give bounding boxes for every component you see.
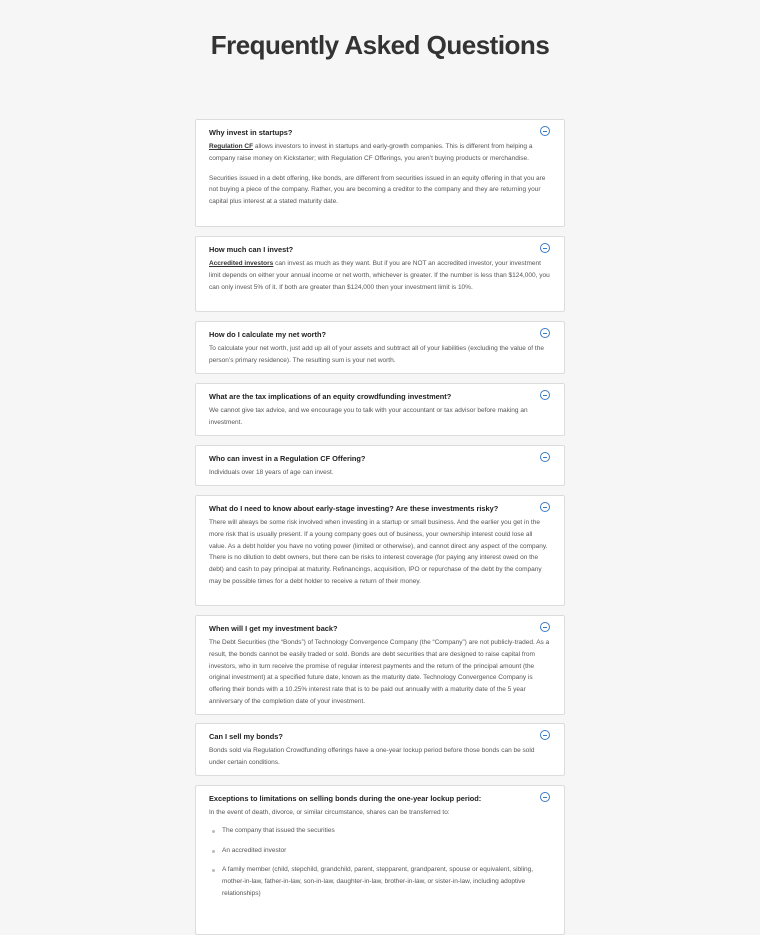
accredited-investors-link[interactable]: Accredited investors <box>209 260 274 267</box>
minus-circle-icon[interactable] <box>540 622 550 632</box>
faq-question[interactable]: What are the tax implications of an equity crowdfunding investment? <box>209 392 452 401</box>
faq-question[interactable]: Who can invest in a Regulation CF Offering? <box>209 454 366 463</box>
faq-question[interactable]: Can I sell my bonds? <box>209 732 283 741</box>
faq-item-why-invest <box>195 119 565 227</box>
regulation-cf-link[interactable]: Regulation CF <box>209 143 254 150</box>
transfer-recipients-list <box>209 825 550 900</box>
faq-question[interactable]: When will I get my investment back? <box>209 624 338 633</box>
faq-question[interactable]: How do I calculate my net worth? <box>209 330 327 339</box>
minus-circle-icon[interactable] <box>540 792 550 802</box>
minus-circle-icon[interactable] <box>540 126 550 136</box>
faq-answer: Regulation CF allows investors to invest in startups and early-growth companies. This is different from helping a company raise money on Kickstarter; with Regulation CF Offerings, you aren’t buying products or merchandise. Securities issued in a debt offering, like bonds, are different from securities issued in an equity offering in that you are not buying a piece of the company. Rather, you are becoming a creditor to the company and they are returning your capital plus interest at a stated maturity date. <box>209 141 550 208</box>
faq-item-exceptions <box>195 785 565 935</box>
faq-item-tax <box>195 383 565 436</box>
faq-answer: In the event of death, divorce, or similar circumstance, shares can be transferred to: The company that issued the securities An accredited investor A family member (child, stepchild, grandchild, parent, stepparent, grandparent, spouse or equivalent, sibling, mother-in-law, father-in-law, son-in-law, daughter-in-law, brother-in-law, or sister-in-law, including adoptive relationships) <box>209 807 550 900</box>
faq-answer: Accredited investors can invest as much as they want. But if you are NOT an accredited investor, your investment limit depends on either your annual income or net worth, whichever is greater. If the number is less than $124,000, you can only invest 5% of it. If both are greater than $124,000 then your investment limit is 10%. <box>209 260 550 291</box>
faq-item-investment-back <box>195 615 565 715</box>
list-item: The company that issued the securities <box>222 825 550 837</box>
faq-item-risk <box>195 495 565 606</box>
faq-answer-paragraph: Securities issued in a debt offering, like bonds, are different from securities issued in an equity offering in that you are not buying a piece of the company. Rather, you are becoming a creditor to the company and they are returning your capital plus interest at a stated maturity date. <box>209 174 546 206</box>
minus-circle-icon[interactable] <box>540 502 550 512</box>
page-title: Frequently Asked Questions <box>210 30 550 60</box>
faq-answer: There will always be some risk involved when investing in a startup or small business. And the earlier you get in the more risk that is usually present. If a young company goes out of business, your ownership interest could lose all value. As a debt holder you have no voting power (limited or otherwise), and cannot direct any aspect of the company. There is no dilution to debt owners, but there can be risks to interest coverage (for paying any interest owed on the debt) and cash to pay principal at maturity. Refinancings, acquisition, IPO or repurchase of the debt by the company may be possible times for a debt holder to receive a return of their money. <box>209 519 548 585</box>
minus-circle-icon[interactable] <box>540 452 550 462</box>
minus-circle-icon[interactable] <box>540 730 550 740</box>
faq-question[interactable]: How much can I invest? <box>209 245 294 254</box>
faq-answer: We cannot give tax advice, and we encourage you to talk with your accountant or tax advisor before making an investment. <box>209 407 528 426</box>
list-item: An accredited investor <box>222 845 550 857</box>
faq-question[interactable]: Why invest in startups? <box>209 128 293 137</box>
faq-item-how-much <box>195 236 565 312</box>
minus-circle-icon[interactable] <box>540 390 550 400</box>
faq-answer: The Debt Securities (the “Bonds”) of Technology Convergence Company (the “Company”) are not publicly-traded. As a result, the bonds cannot be easily traded or sold. Bonds are debt securities that are designed to raise capital from investors, who in turn receive the promise of regular interest payments and the return of the principal amount (the original investment) at a specified future date, known as the maturity date. Technology Convergence Company is offering their bonds with a 10.25% interest rate that is to be paid out annually with a maturity date of the 5 year anniversary of the completion date of your investment. <box>209 639 550 705</box>
list-item: A family member (child, stepchild, grandchild, parent, stepparent, grandparent, spouse or equivalent, sibling, mother-in-law, father-in-law, son-in-law, daughter-in-law, brother-in-law, or sister-in-law, including adoptive relationships) <box>222 864 550 899</box>
faq-answer: Individuals over 18 years of age can invest. <box>209 469 334 476</box>
faq-answer: Bonds sold via Regulation Crowdfunding offerings have a one-year lockup period before those bonds can be sold under certain conditions. <box>209 747 535 766</box>
faq-item-who-can-invest <box>195 445 565 486</box>
faq-answer: To calculate your net worth, just add up all of your assets and subtract all of your liabilities (excluding the value of the person’s primary residence). The resulting sum is your net worth. <box>209 345 544 364</box>
minus-circle-icon[interactable] <box>540 328 550 338</box>
minus-circle-icon[interactable] <box>540 243 550 253</box>
faq-item-net-worth <box>195 321 565 374</box>
faq-question[interactable]: Exceptions to limitations on selling bonds during the one-year lockup period: <box>209 794 482 803</box>
faq-question[interactable]: What do I need to know about early-stage investing? Are these investments risky? <box>209 504 499 513</box>
faq-item-sell-bonds <box>195 723 565 776</box>
